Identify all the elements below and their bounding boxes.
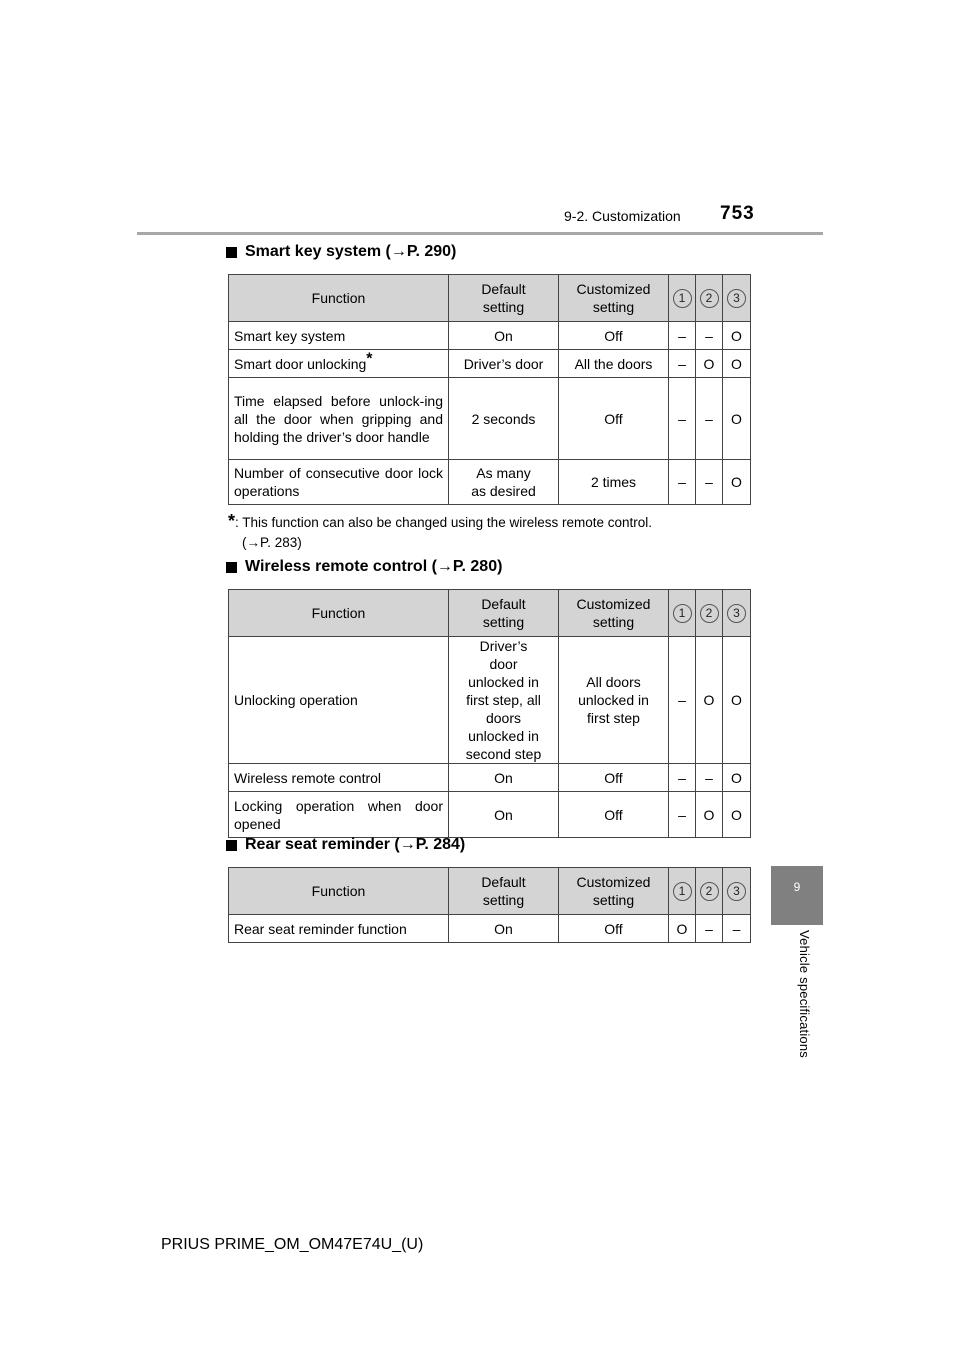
footnote-star: * <box>228 511 236 531</box>
circled-3-icon: 3 <box>727 604 746 623</box>
col-customized: Customized setting <box>559 590 669 637</box>
col-1 <box>669 275 696 322</box>
col-2 <box>696 868 723 915</box>
circled-1-icon: 1 <box>673 289 692 308</box>
col-default: Default setting <box>449 590 559 637</box>
mode-1-cell: O <box>669 915 696 943</box>
wireless-remote-heading <box>226 558 502 576</box>
rear-seat-heading <box>226 836 465 854</box>
mode-3-cell: O <box>723 764 751 792</box>
table-row <box>229 637 751 764</box>
mode-1-cell: – <box>669 322 696 350</box>
circled-3-icon: 3 <box>727 882 746 901</box>
col-1 <box>669 868 696 915</box>
circled-3-icon: 3 <box>727 289 746 308</box>
mode-3-cell: O <box>723 378 751 460</box>
table-row <box>229 915 751 943</box>
mode-2-cell: – <box>696 378 723 460</box>
customized-cell: All doors unlocked in first step <box>559 637 669 764</box>
mode-3-cell: O <box>723 792 751 838</box>
footnote-ref: * <box>366 349 373 367</box>
section-title: 9-2. Customization <box>564 208 681 224</box>
function-cell: Unlocking operation <box>229 637 449 764</box>
circled-1-icon: 1 <box>673 604 692 623</box>
mode-2-cell: – <box>696 322 723 350</box>
chapter-title: Vehicle specifications <box>797 930 812 1058</box>
chapter-tab[interactable] <box>771 866 823 925</box>
col-customized: Customized setting <box>559 275 669 322</box>
rear-seat-title: Rear seat reminder (→P. 284) <box>245 836 466 853</box>
mode-1-cell: – <box>669 792 696 838</box>
mode-2-cell: O <box>696 792 723 838</box>
col-3 <box>723 590 751 637</box>
col-3 <box>723 868 751 915</box>
chapter-number: 9 <box>793 880 801 894</box>
col-default: Default setting <box>449 868 559 915</box>
mode-2-cell: O <box>696 637 723 764</box>
mode-3-cell: – <box>723 915 751 943</box>
col-3 <box>723 275 751 322</box>
page-number: 753 <box>720 203 755 224</box>
col-function: Function <box>229 868 449 915</box>
footnote <box>228 511 652 553</box>
wireless-remote-title: Wireless remote control (→P. 280) <box>245 558 503 575</box>
function-cell: Rear seat reminder function <box>229 915 449 943</box>
table-header-row <box>229 275 751 322</box>
default-cell: On <box>449 322 559 350</box>
square-bullet-icon <box>226 840 237 851</box>
default-cell: 2 seconds <box>449 378 559 460</box>
mode-1-cell: – <box>669 350 696 378</box>
customized-cell: Off <box>559 792 669 838</box>
default-cell: Driver’s door <box>449 350 559 378</box>
col-customized: Customized setting <box>559 868 669 915</box>
header-divider <box>137 232 823 235</box>
mode-2-cell: – <box>696 460 723 505</box>
customized-cell: Off <box>559 764 669 792</box>
mode-1-cell: – <box>669 378 696 460</box>
customized-cell: Off <box>559 378 669 460</box>
smart-key-title: Smart key system (→P. 290) <box>245 243 457 260</box>
customized-cell: Off <box>559 915 669 943</box>
wireless-remote-table <box>228 589 751 838</box>
circled-2-icon: 2 <box>700 882 719 901</box>
col-default: Default setting <box>449 275 559 322</box>
mode-3-cell: O <box>723 637 751 764</box>
col-1 <box>669 590 696 637</box>
function-cell: Wireless remote control <box>229 764 449 792</box>
table-row <box>229 378 751 460</box>
function-cell: Time elapsed before unlock-ing all the door when gripping and holding the driver’s door handle <box>229 378 449 460</box>
mode-2-cell: – <box>696 764 723 792</box>
function-cell: Locking operation when door opened <box>229 792 449 838</box>
default-cell: On <box>449 792 559 838</box>
default-cell: Driver’s door unlocked in first step, all doors unlocked in second step <box>449 637 559 764</box>
table-row <box>229 322 751 350</box>
function-cell: Smart key system <box>229 322 449 350</box>
function-cell: Smart door unlocking* <box>229 350 449 378</box>
mode-1-cell: – <box>669 460 696 505</box>
default-cell: On <box>449 764 559 792</box>
col-function: Function <box>229 275 449 322</box>
mode-3-cell: O <box>723 460 751 505</box>
square-bullet-icon <box>226 562 237 573</box>
footnote-text: : This function can also be changed using the wireless remote control. <box>235 515 652 530</box>
col-function: Function <box>229 590 449 637</box>
square-bullet-icon <box>226 247 237 258</box>
circled-1-icon: 1 <box>673 882 692 901</box>
mode-2-cell: – <box>696 915 723 943</box>
rear-seat-table <box>228 867 751 943</box>
footnote-reference: (→P. 283) <box>242 535 302 550</box>
circled-2-icon: 2 <box>700 604 719 623</box>
mode-1-cell: – <box>669 637 696 764</box>
function-cell: Number of consecutive door lock operations <box>229 460 449 505</box>
mode-3-cell: O <box>723 350 751 378</box>
table-row <box>229 792 751 838</box>
smart-key-table <box>228 274 751 505</box>
customized-cell: All the doors <box>559 350 669 378</box>
default-cell: As many as desired <box>449 460 559 505</box>
mode-1-cell: – <box>669 764 696 792</box>
mode-3-cell: O <box>723 322 751 350</box>
table-header-row <box>229 590 751 637</box>
table-row <box>229 764 751 792</box>
customized-cell: 2 times <box>559 460 669 505</box>
table-row <box>229 350 751 378</box>
col-2 <box>696 590 723 637</box>
default-cell: On <box>449 915 559 943</box>
smart-key-heading <box>226 243 456 261</box>
mode-2-cell: O <box>696 350 723 378</box>
manual-id: PRIUS PRIME_OM_OM47E74U_(U) <box>161 1236 424 1253</box>
circled-2-icon: 2 <box>700 289 719 308</box>
table-header-row <box>229 868 751 915</box>
customized-cell: Off <box>559 322 669 350</box>
col-2 <box>696 275 723 322</box>
table-row <box>229 460 751 505</box>
